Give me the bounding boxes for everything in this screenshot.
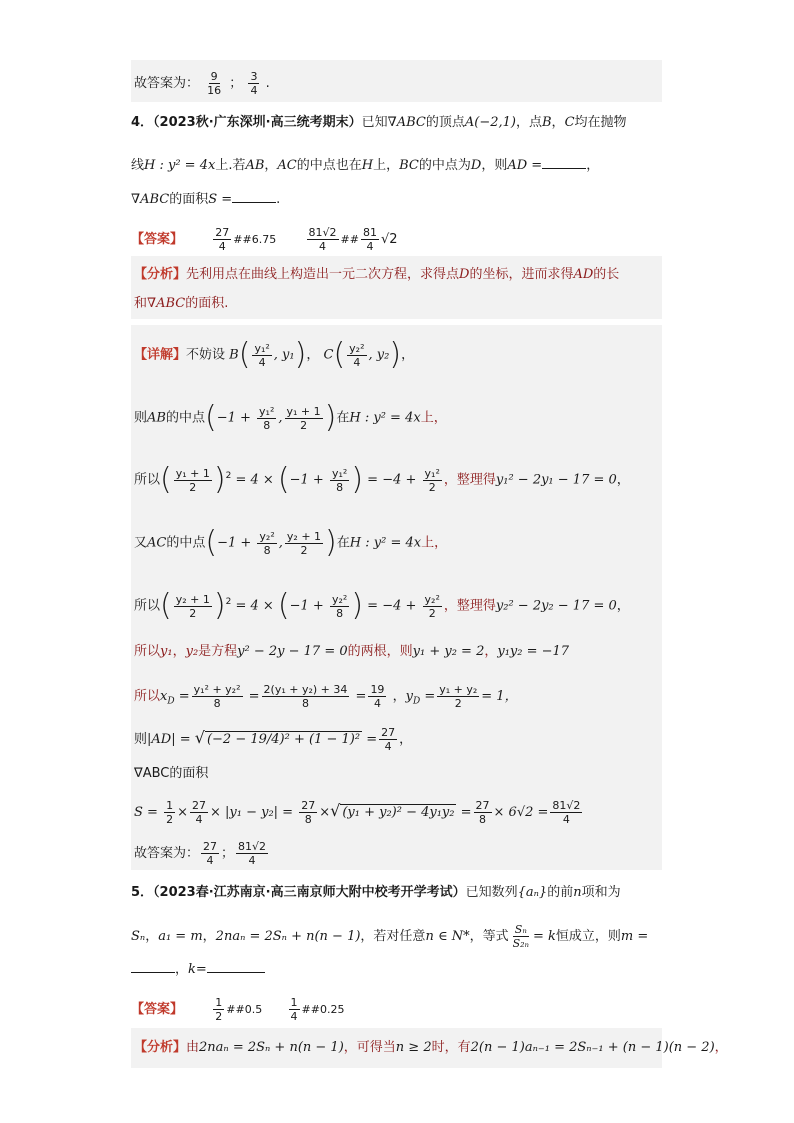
q4-s: S = [208, 192, 233, 207]
prev-fraction-1: $\frac{9}{16}$ [207, 70, 222, 97]
detail-eq: = −4 + [367, 472, 421, 488]
detail-text: 则 [134, 410, 148, 426]
q5-m: m = [620, 929, 649, 944]
q5-k-label: k= [188, 962, 207, 977]
q5-text: 已知数列 [465, 885, 518, 900]
q5-sequence: {aₙ} [517, 885, 548, 900]
q4-triangle: ∇ABC [387, 115, 426, 130]
q5-source: （2023春·江苏南京·高三南京师大附中校考开学考试） [153, 885, 466, 900]
analysis-line-2 [134, 294, 228, 314]
detail-frac: $\frac{\text{2(y₁ + y₂) + 34}}{8}$ [263, 683, 348, 710]
detail-text: 又 [134, 535, 148, 551]
detail-eq: = [355, 689, 367, 704]
detail-eq: × 6√2 = [493, 805, 549, 820]
detail-frac: $\frac{\text{y₁ + y₂}}{2}$ [439, 683, 478, 710]
analysis-text: 先利用点在曲线上构造出一元二次方程，求得点 [186, 267, 460, 282]
q5-answer [131, 996, 344, 1023]
q5-answer-frac-2: $\frac{1}{4}$ [290, 996, 298, 1023]
detail-line-5: 所以( $\frac{\text{y₂ + 1}}{2}$ )$^2$ = 4 × (−1 + $\frac{\text{y₂²}}{8}$ ) = −4 + $\frac{\text{y₂²}}{2}$ ，整理得y₂² − 2y₂ − 17 = 0， [134, 588, 630, 623]
detail-sub-d: D [167, 696, 175, 707]
q5-n: n [573, 885, 582, 900]
detail-product: y₁y₂ = −17 [497, 644, 570, 659]
detail-line-3: 所以( $\frac{\text{y₁ + 1}}{2}$ )$^2$ = 4 × (−1 + $\frac{\text{y₁²}}{8}$ ) = −4 + $\frac{\text{y₁²}}{2}$ ，整理得y₁² − 2y₁ − 17 = 0， [134, 462, 630, 497]
detail-text: ， [484, 644, 498, 659]
detail-eq: = 1， [481, 689, 518, 704]
q4-answer [131, 226, 398, 253]
detail-text: 上， [421, 535, 448, 551]
q4-text: 已知 [361, 115, 388, 130]
q5-text: ，若对任意 [360, 929, 426, 944]
detail-text: 在 [336, 410, 350, 426]
q5-sn: Sₙ [131, 929, 146, 944]
detail-line-9 [134, 764, 208, 784]
prev-sep: ； [229, 76, 243, 91]
q4-text: 上， [373, 158, 400, 173]
detail-line-7 [134, 683, 518, 712]
q5-line-1 [131, 883, 621, 903]
q5-answer-alt-2: ##0.25 [301, 1003, 345, 1016]
q4-ac: AC [277, 158, 297, 173]
detail-text: ， [306, 347, 320, 363]
detail-text: 所以 [134, 689, 161, 704]
detail-text: ， [616, 598, 630, 614]
q4-line-2 [131, 156, 599, 176]
q4-line-1 [131, 113, 627, 133]
detail-text: ， [401, 347, 415, 363]
analysis-line-1 [134, 265, 619, 285]
q5-text: 的前 [547, 885, 574, 900]
detail-eq: × |y₁ − y₂| = [209, 805, 294, 820]
q4-source: （2023秋·广东深圳·高三统考期末） [153, 115, 362, 130]
q5-line-3 [131, 960, 265, 980]
q5-ratio: $\frac{\text{Sₙ}}{\text{S₂ₙ}}$ [512, 923, 529, 950]
detail-text: 不妨设 [186, 347, 226, 363]
q4-number: 4． [131, 115, 154, 130]
detail-text: 则 [134, 732, 148, 747]
analysis-label: 【分析】 [134, 1040, 187, 1055]
detail-text: ； [221, 846, 235, 861]
detail-equation: y² − 2y − 17 = 0 [237, 644, 348, 659]
detail-text: ， [172, 644, 186, 659]
detail-eq: × [177, 805, 188, 820]
q4-parabola: H : y² = 4x [144, 158, 216, 173]
detail-sum: y₁ + y₂ = 2 [412, 644, 485, 659]
q5-relation: 2naₙ = 2Sₙ + n(n − 1) [215, 929, 361, 944]
q4-text: 线 [131, 158, 145, 173]
analysis-text: 的面积. [185, 296, 229, 311]
detail-text: 是方程 [198, 644, 238, 659]
q5-text: ， [202, 929, 216, 944]
answer-frac-2: $\frac{81√2}{4}$ [308, 226, 337, 253]
q5-a1: a₁ = m [158, 929, 203, 944]
detail-text: 所以 [134, 472, 161, 488]
q5-analysis-line [134, 1038, 728, 1058]
prev-answer-prefix: 故答案为： [134, 76, 200, 91]
q5-answer-frac-1: $\frac{1}{2}$ [215, 996, 223, 1023]
detail-result-2: y₂² − 2y₂ − 17 = 0 [495, 598, 617, 614]
detail-text: ， [616, 472, 630, 488]
detail-area-title: ∇ABC的面积 [134, 766, 209, 781]
detail-x: x [160, 689, 168, 704]
detail-line-4: 又AC的中点(−1 + $\frac{\text{y₂²}}{8}$ , $\frac{\text{y₂ + 1}}{2}$ )在H : y² = 4x上， [134, 525, 448, 560]
q5-number: 5． [131, 885, 154, 900]
detail-text: 的两根，则 [347, 644, 413, 659]
detail-sqrt: (y₁ + y₂)² − 4y₁y₂ [342, 805, 455, 820]
detail-text: 上， [420, 410, 447, 426]
q4-text: 的中点为 [418, 158, 471, 173]
analysis-ad: AD [573, 267, 594, 282]
detail-text: 的中点 [166, 535, 206, 551]
q4-line-3 [131, 190, 280, 210]
detail-eq: = [460, 805, 472, 820]
answer-label: 【答案】 [131, 232, 184, 247]
q5-blank-2[interactable] [207, 960, 265, 973]
detail-eq: × [319, 805, 331, 820]
q4-ad: AD = [507, 158, 543, 173]
q5-analysis-cond: n ≥ 2 [395, 1040, 432, 1055]
detail-frac: $\frac{27}{4}$ [381, 726, 396, 753]
q5-text: 项和为 [581, 885, 621, 900]
detail-final: 故答案为： [134, 846, 200, 861]
detail-eq: = 4 × [235, 598, 278, 614]
q5-text: ，等式 [469, 929, 509, 944]
detail-h: H : y² = 4x [349, 410, 421, 426]
detail-ad: |AD| = [147, 732, 191, 747]
q4-text: ， [586, 158, 600, 173]
q4-c: C [564, 115, 575, 130]
q5-blank-1[interactable] [131, 960, 175, 973]
prev-end: . [265, 76, 270, 91]
detail-eq: = [178, 689, 190, 704]
detail-sub-d: D [412, 696, 421, 707]
detail-text: ， [399, 732, 413, 747]
answer-frac-3: $\frac{81}{4}$ [362, 226, 377, 253]
prev-fraction-2: $\frac{3}{4}$ [250, 70, 258, 97]
q5-analysis-eq2: 2(n − 1)aₙ₋₁ = 2Sₙ₋₁ + (n − 1)(n − 2) [470, 1040, 715, 1055]
detail-text: 所以 [134, 644, 161, 659]
q4-b: B [541, 115, 552, 130]
answer-alt-sep: ## [340, 233, 359, 246]
q5-analysis-text: ， [714, 1040, 728, 1055]
q5-analysis-text: ，可得当 [343, 1040, 396, 1055]
analysis-text: 和 [134, 296, 148, 311]
detail-eq: = [366, 732, 378, 747]
analysis-triangle: ∇ABC [147, 296, 186, 311]
q4-text: 上.若 [215, 158, 246, 173]
detail-y: y [405, 689, 413, 704]
detail-ab: AB [147, 410, 166, 426]
detail-y1: y₁ [160, 644, 173, 659]
detail-sqrt: (−2 − 19/4)² + (1 − 1)² [206, 732, 361, 747]
answer-label: 【答案】 [131, 1002, 184, 1017]
prev-answer-line [134, 70, 270, 97]
q4-text: 的中点也在 [296, 158, 362, 173]
detail-eq: = −4 + [367, 598, 421, 614]
detail-text: 的中点 [165, 410, 205, 426]
q5-analysis-text: 时，有 [431, 1040, 471, 1055]
detail-text: ，整理得 [443, 472, 496, 488]
detail-line-10: S = $\frac{1}{2}$ × $\frac{27}{4}$ × |y₁ − y₂| = $\frac{27}{8}$ ×√ (y₁ + y₂)² − 4y₁y₂ = $\frac{27}{8}$ × 6√2 = $\frac{81√2}{4}$ [134, 799, 581, 826]
detail-eq: = 4 × [235, 472, 278, 488]
analysis-label: 【分析】 [134, 267, 187, 282]
answer-frac-1: $\frac{27}{4}$ [215, 226, 230, 253]
answer-alt-1: ##6.75 [233, 233, 277, 246]
detail-text: ，整理得 [443, 598, 496, 614]
q5-answer-alt-1: ##0.5 [226, 1003, 263, 1016]
detail-label: 【详解】 [134, 347, 187, 363]
detail-frac: $\frac{19}{4}$ [370, 683, 385, 710]
q4-ab: AB [245, 158, 265, 173]
q5-line-2 [131, 923, 648, 950]
q5-text: ， [175, 962, 189, 977]
detail-result-1: y₁² − 2y₁ − 17 = 0 [495, 472, 617, 488]
analysis-d: D [459, 267, 470, 282]
q4-text: ， [551, 115, 565, 130]
q4-text: ， [264, 158, 278, 173]
detail-ac: AC [147, 535, 167, 551]
q4-blank-2[interactable] [232, 190, 276, 203]
q5-text: 恒成立，则 [555, 929, 621, 944]
q4-bc: BC [399, 158, 419, 173]
analysis-text: 的长 [593, 267, 620, 282]
q4-text: 的顶点 [425, 115, 465, 130]
q4-blank-1[interactable] [542, 156, 586, 169]
answer-tail: √2 [380, 232, 398, 247]
detail-y2: y₂ [185, 644, 199, 659]
detail-h: H : y² = 4x [349, 535, 422, 551]
detail-eq: = [248, 689, 260, 704]
analysis-text: 的坐标，进而求得 [469, 267, 574, 282]
q5-analysis-eq: 2naₙ = 2Sₙ + n(n − 1) [199, 1040, 344, 1055]
q4-point-a: A(−2,1) [464, 115, 516, 130]
detail-line-2: 则AB的中点(−1 + $\frac{\text{y₁²}}{8}$ , $\frac{\text{y₁ + 1}}{2}$ )在H : y² = 4x上， [134, 400, 447, 435]
detail-line-1: 【详解】不妨设 B( $\frac{\text{y₁²}}{4}$ , y₁)， C( $\frac{\text{y₂²}}{4}$ , y₂)， [134, 337, 415, 372]
detail-text: 在 [336, 535, 350, 551]
detail-text: ， [392, 689, 406, 704]
q5-k: = k [533, 929, 556, 944]
q5-domain: n ∈ N* [425, 929, 470, 944]
q4-triangle: ∇ABC [131, 192, 170, 207]
q5-analysis-text: 由 [186, 1040, 200, 1055]
detail-line-11: 故答案为： $\frac{27}{4}$ ； $\frac{81√2}{4}$ [134, 840, 267, 867]
detail-frac: $\frac{\text{y₁² + y₂²}}{8}$ [193, 683, 241, 710]
q4-text: 的面积 [169, 192, 209, 207]
q4-text: ，点 [515, 115, 542, 130]
detail-line-8: 则|AD| = √ (−2 − 19/4)² + (1 − 1)² = $\frac{27}{4}$ ， [134, 726, 413, 753]
detail-eq: = [424, 689, 436, 704]
q4-d: D [470, 158, 482, 173]
q4-h: H [361, 158, 374, 173]
q4-text: ，则 [481, 158, 508, 173]
q4-text: 均在抛物 [574, 115, 627, 130]
q4-text: . [276, 192, 281, 207]
detail-text: 所以 [134, 598, 161, 614]
detail-line-6 [134, 642, 569, 662]
q5-text: ， [145, 929, 159, 944]
detail-s: S = [134, 805, 158, 820]
